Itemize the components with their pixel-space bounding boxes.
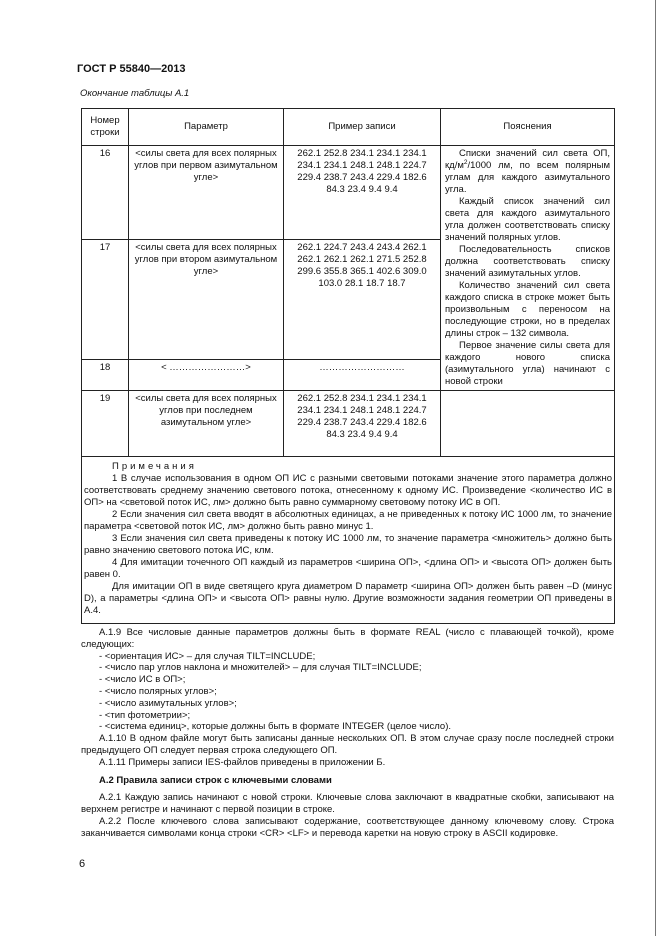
row-param: <силы света для всех полярных углов при втором азимутальном угле> <box>129 239 284 359</box>
row-example: 262.1 252.8 234.1 234.1 234.1 234.1 234.1 248.1 248.1 224.7 229.4 238.7 243.4 229.4 182.6 84.3 23.4 9.4 9.4 <box>284 146 441 240</box>
paragraph-a-1-11: А.1.11 Примеры записи IES-файлов приведены в приложении Б. <box>99 756 386 768</box>
paragraph-a-1-10: А.1.10 В одном файле могут быть записаны данные нескольких ОП. В этом случае сразу после последней строки предыдущего ОП следует первая строка следующего ОП. <box>81 733 614 756</box>
page-edge <box>655 0 656 936</box>
paragraph-a-1-9: А.1.9 Все числовые данные параметров должны быть в формате REAL (число с плавающей точкой), кроме следующих: <box>81 627 614 650</box>
page-number: 6 <box>79 858 86 870</box>
list-item: - <ориентация ИС> – для случая TILT=INCLUDE; <box>99 650 316 662</box>
header-example: Пример записи <box>284 109 441 146</box>
notes-row <box>82 457 615 624</box>
list-item: - <тип фотометрии>; <box>99 709 191 721</box>
row-example: 262.1 252.8 234.1 234.1 234.1 234.1 234.1 248.1 248.1 224.7 229.4 238.7 243.4 229.4 182.6 84.3 23.4 9.4 9.4 <box>284 391 441 457</box>
list-item: - <число пар углов наклона и множителей> – для случая TILT=INCLUDE; <box>99 662 422 674</box>
parameters-table <box>81 108 615 624</box>
note-item: 4 Для имитации точечного ОП каждый из параметров <ширина ОП>, <длина ОП> и <высота ОП> должен быть равен 0. <box>84 557 612 580</box>
table-caption: Окончание таблицы А.1 <box>80 88 190 99</box>
header-explanation: Пояснения <box>441 109 615 146</box>
note-item: 3 Если значения сил света приведены к потоку ИС 1000 лм, то значение параметра <множитель> должно быть равно значению светового потока ИС, клм. <box>84 533 612 556</box>
explanation-par-3: Последовательность списков должна соответствовать списку значений азимутальных углов. <box>445 244 610 279</box>
table-row <box>82 146 615 240</box>
explanation-par-5: Первое значение силы света для каждого нового списка (азимутального угла) начинают с новой строки <box>445 340 610 387</box>
notes-cell <box>82 457 615 624</box>
note-item: 1 В случае использования в одном ОП ИС с разными световыми потоками значение этого параметра должно соответствовать среднему значению светового потока, отнесенному к одному ИС. Произведение <количество ИС в ОП> на <световой поток ИС, лм> должно быть равно суммарному световому потоку ИС в ОП. <box>84 473 612 508</box>
explanation-cell <box>441 146 615 391</box>
row-example: 262.1 224.7 243.4 243.4 262.1 262.1 262.1 262.1 271.5 252.8 299.6 355.8 365.1 402.6 309.0 103.0 28.1 18.7 18.7 <box>284 239 441 359</box>
note-item: 2 Если значения сил света вводят в абсолютных единицах, а не приведенных к потоку ИС 1000 лм, то значение параметра <световой поток ИС, лм> должно быть равно минус 1. <box>84 509 612 532</box>
row-num: 19 <box>82 391 129 457</box>
explanation-par-1: Списки значений сил света ОП, $кд/м^2/1000$ лм, по всем полярным углам для каждого азимутального угла. <box>445 148 610 195</box>
note-item: Для имитации ОП в виде светящего круга диаметром D параметр <ширина ОП> должен быть равен –D (минус D), а параметры <длина ОП> и <высота ОП> равны нулю. Другие возможности задания геометрии ОП приведены в А.4. <box>84 581 612 616</box>
empty-cell <box>441 391 615 457</box>
document-code: ГОСТ Р 55840—2013 <box>77 63 186 75</box>
header-num: Номер строки <box>82 109 129 146</box>
list-item: - <число полярных углов>; <box>99 685 217 697</box>
body-text <box>81 627 614 840</box>
paragraph-a-2-1: А.2.1 Каждую запись начинают с новой строки. Ключевые слова заключают в квадратные скобки, записывают на верхнем регистре и начинают с первой позиции в строке. <box>81 792 614 816</box>
header-param: Параметр <box>129 109 284 146</box>
row-param: <силы света для всех полярных углов при первом азимутальном угле> <box>129 146 284 240</box>
table-header-row <box>82 109 615 146</box>
row-param: <силы света для всех полярных углов при последнем азимутальном угле> <box>129 391 284 457</box>
list-item: - <число ИС в ОП>; <box>99 674 186 686</box>
explanation-par-4: Количество значений сил света каждого списка в строке может быть произвольным с переносом на последующие строки, но в пределах длины строк – 132 символа. <box>445 280 610 339</box>
explanation-par-2: Каждый список значений сил света для каждого азимутального угла должен соответствовать списку значений полярных углов. <box>445 196 610 243</box>
format-list <box>81 651 614 734</box>
list-item: - <число азимутальных углов>; <box>99 697 237 709</box>
paragraph-a-2-2: А.2.2 После ключевого слова записывают содержание, соответствующее данному ключевому слову. Строка заканчивается символами конца строки <CR> <LF> и перевода каретки на новую строку в ASCII кодировке. <box>81 815 614 839</box>
list-item: - <система единиц>, которые должны быть в формате INTEGER (целое число). <box>99 721 451 733</box>
notes-title: Примечания <box>112 461 197 472</box>
row-num: 18 <box>82 360 129 391</box>
row-example: ……………………… <box>284 360 441 391</box>
row-num: 17 <box>82 239 129 359</box>
section-heading-a-2: А.2 Правила записи строк с ключевыми словами <box>99 774 332 786</box>
row-param: < ……………………> <box>129 360 284 391</box>
row-num: 16 <box>82 146 129 240</box>
table-row <box>82 391 615 457</box>
